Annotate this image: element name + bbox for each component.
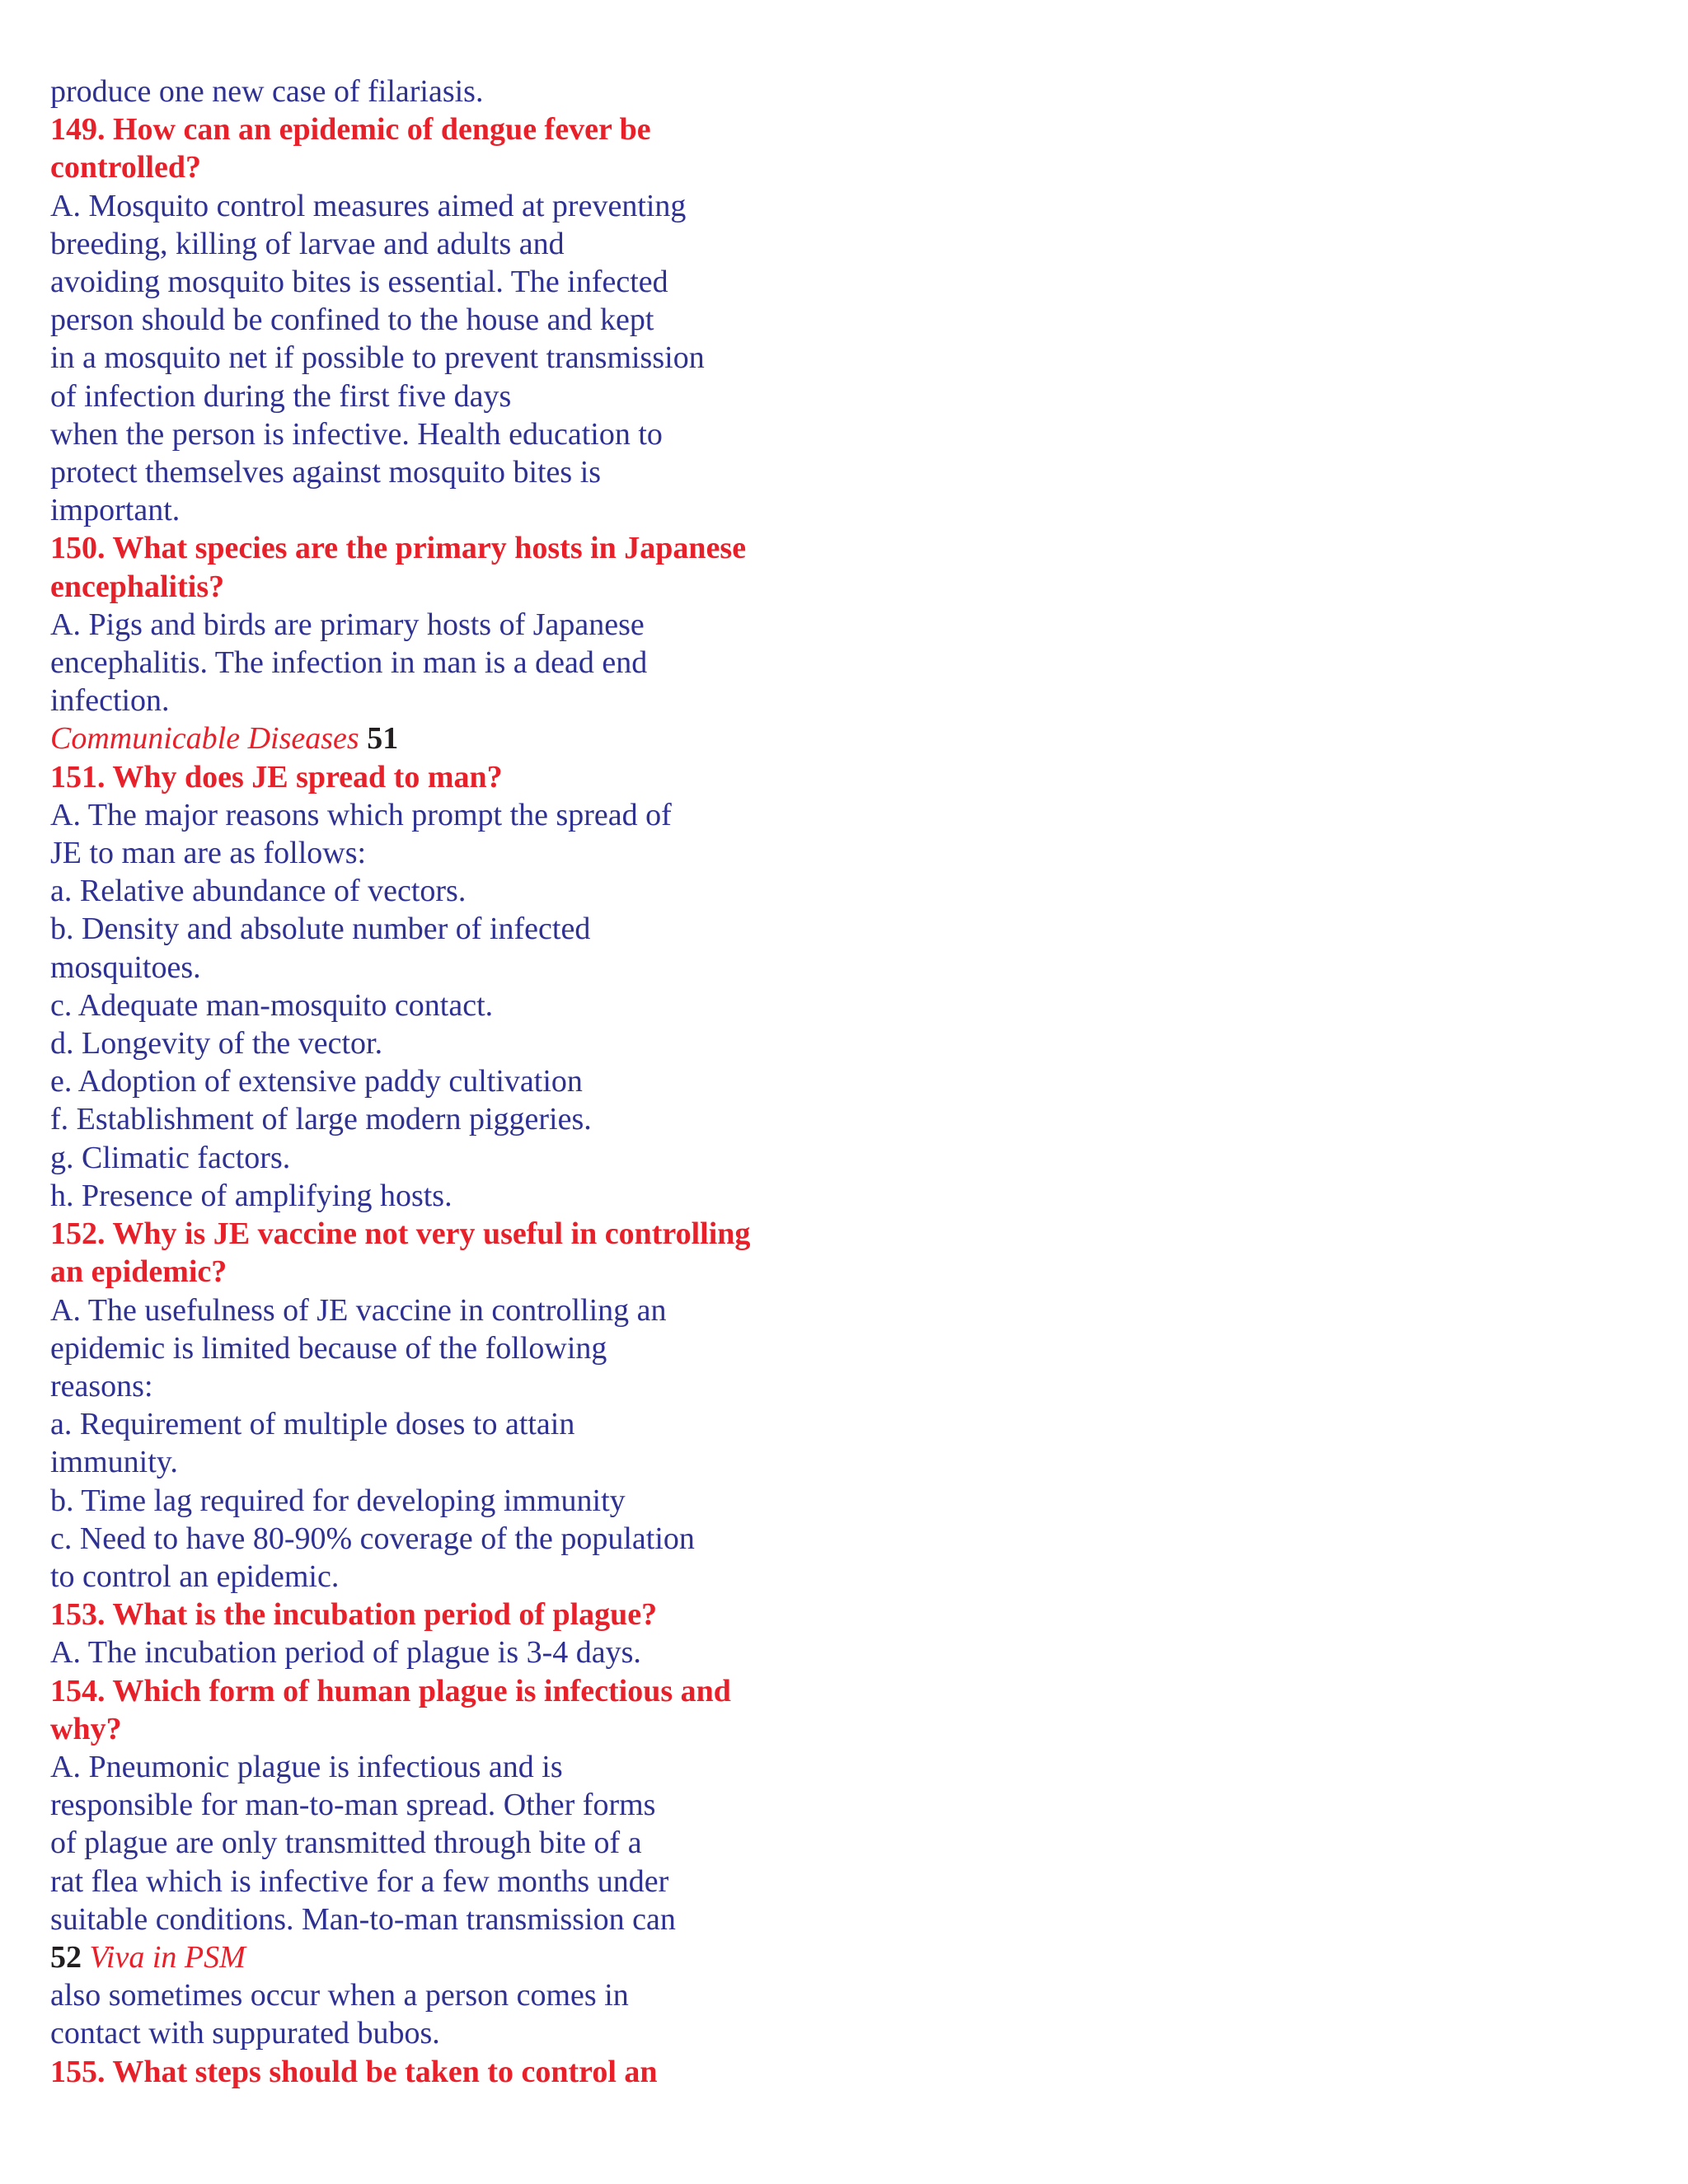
answer-line: a. Requirement of multiple doses to attain [50,1407,575,1442]
answer-line: to control an epidemic. [50,1558,340,1594]
answer-line: of infection during the first five days [50,378,512,414]
question-line: 152. Why is JE vaccine not very useful in controlling [50,1216,751,1252]
answer-line: avoiding mosquito bites is essential. The infected [50,265,668,300]
document-page [50,73,874,2091]
answer-line: g. Climatic factors. [50,1140,291,1175]
answer-line: A. Pneumonic plague is infectious and is [50,1749,563,1784]
answer-line: A. Mosquito control measures aimed at preventing [50,188,687,223]
page-number: 52 [50,1939,82,1975]
answer-line: c. Need to have 80-90% coverage of the population [50,1521,695,1556]
answer-line: f. Establishment of large modern piggeries. [50,1102,592,1137]
answer-line: rat flea which is infective for a few months under [50,1863,669,1899]
answer-line: also sometimes occur when a person comes in [50,1978,629,2013]
question-line: why? [50,1711,122,1746]
question-line: 155. What steps should be taken to control an [50,2054,658,2089]
running-header-title: Communicable Diseases [50,721,359,757]
running-header [50,1938,874,1976]
answer-line: when the person is infective. Health education to [50,416,663,452]
answer-line: person should be confined to the house and kept [50,302,654,338]
question-line: 153. What is the incubation period of plague? [50,1597,658,1633]
answer-line: reasons: [50,1368,153,1404]
answer-line: breeding, killing of larvae and adults and [50,226,565,261]
running-header [50,719,874,757]
answer-line: epidemic is limited because of the following [50,1330,607,1366]
answer-line: encephalitis. The infection in man is a dead end [50,645,648,681]
answer-line: A. The incubation period of plague is 3-4 days. [50,1635,641,1671]
answer-line: contact with suppurated bubos. [50,2016,440,2051]
answer-line: immunity. [50,1445,178,1480]
answer-line: protect themselves against mosquito bites is [50,455,602,490]
answer-line: c. Adequate man-mosquito contact. [50,987,494,1023]
answer-line: of plague are only transmitted through bite of a [50,1825,642,1861]
answer-line: infection. [50,683,170,719]
answer-line: d. Longevity of the vector. [50,1026,383,1062]
answer-line: suitable conditions. Man-to-man transmission can [50,1901,676,1937]
page-number: 51 [367,721,399,757]
answer-line: responsible for man-to-man spread. Other forms [50,1788,656,1823]
answer-line: important. [50,493,181,528]
question-line: an epidemic? [50,1254,227,1290]
answer-line: e. Adoption of extensive paddy cultivation [50,1064,583,1099]
answer-line: mosquitoes. [50,949,201,985]
running-header-title: Viva in PSM [89,1939,246,1975]
answer-line: a. Relative abundance of vectors. [50,874,467,909]
answer-line: JE to man are as follows: [50,836,367,871]
answer-line: A. Pigs and birds are primary hosts of Japanese [50,607,645,642]
question-line: 154. Which form of human plague is infectious and [50,1673,731,1708]
answer-line: produce one new case of filariasis. [50,74,484,109]
answer-line: A. The major reasons which prompt the spread of [50,797,672,832]
answer-line: h. Presence of amplifying hosts. [50,1178,452,1213]
question-line: encephalitis? [50,569,225,604]
question-line: 149. How can an epidemic of dengue fever be [50,112,651,148]
answer-line: b. Density and absolute number of infected [50,912,591,947]
question-line: 150. What species are the primary hosts in Japanese [50,531,747,566]
question-line: 151. Why does JE spread to man? [50,759,503,794]
answer-line: in a mosquito net if possible to prevent transmission [50,340,705,376]
answer-line: b. Time lag required for developing immunity [50,1483,626,1518]
question-line: controlled? [50,150,201,185]
answer-line: A. The usefulness of JE vaccine in controlling an [50,1292,667,1328]
